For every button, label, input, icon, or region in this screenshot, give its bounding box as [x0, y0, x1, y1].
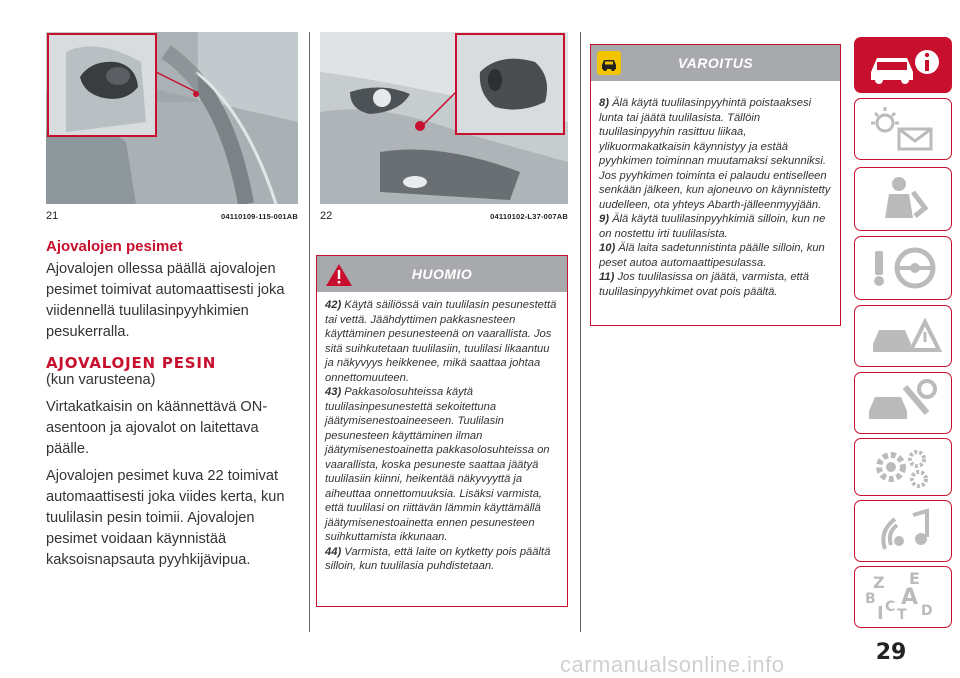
tab-maintenance[interactable]: [854, 372, 952, 434]
paragraph-1: Virtakatkaisin on käännettävä ON-asentoon ja ajovalot on laitettava päälle.: [46, 399, 268, 457]
tab-emergency[interactable]: [854, 305, 952, 367]
multimedia-icon: [855, 501, 951, 561]
figure-22-caption: [320, 210, 568, 222]
dashboard-lights-icon: [855, 99, 951, 159]
varoitus-box: [590, 44, 841, 326]
left-column: [46, 238, 302, 571]
emergency-icon: [855, 306, 951, 366]
index-letter: Z: [873, 573, 885, 592]
huomio-item: [325, 385, 561, 545]
item-text: Varmista, että laite on kytketty pois päältä silloin, kun tuulilasia puhdistetaan.: [325, 545, 551, 572]
item-number: 9): [599, 213, 609, 225]
car-info-icon: [855, 38, 951, 92]
figure-22-photo: [320, 32, 568, 204]
subsection-note: (kun varusteena): [46, 372, 156, 388]
figure-code: 04110102-L37-007AB: [490, 212, 568, 221]
index-letter: E: [909, 569, 920, 588]
item-number: 42): [325, 299, 342, 311]
varoitus-item: [599, 212, 834, 241]
maintenance-icon: [855, 373, 951, 433]
huomio-title: HUOMIO: [411, 266, 473, 282]
figure-21-photo: [46, 32, 298, 204]
item-number: 10): [599, 242, 616, 254]
item-number: 44): [325, 545, 342, 558]
index-letters-icon: [855, 567, 951, 627]
varoitus-item: [599, 270, 834, 299]
paragraph-2: Ajovalojen pesimet kuva 22 toimivat automaattisesti joka viides kerta, kun tuulilasin pesin toimii. Ajovalojen pesimet voidaan käynnistää kaksoisnapsauta pyyhkijävipua.: [46, 468, 285, 568]
index-letter: B: [865, 591, 876, 607]
huomio-item: [325, 545, 561, 574]
item-text: Käytä säiliössä vain tuulilasin pesunestettä tai vettä. Jäähdyttimen pakkasnesteen käyttäminen pesunesteenä on vaarallista. Jos sitä suihkutetaan tuulilasiin, tuulilasi likaantuu ja näkyvyys heikkenee, mikä saattaa johtaa onnettomuuteen.: [325, 299, 557, 384]
figure-number: 22: [320, 210, 333, 222]
technical-data-icon: [855, 439, 951, 495]
item-text: Älä käytä tuulilasinpyyhintä poistaaksesi lunta tai jäätä tuulilasista. Tällöin tuulilasinpyyhin rasittuu liikaa, ylikuormakatkaisin käynnistyy ja estää pyyhkimen toiminnan muutamaksi sekunniksi. Jos pyyhkimen toiminta ei palaudu entiselleen senkään jälkeen, kun ajoneuvo on käynnistetty uudelleen, ota yhteys Abarth-jälleenmyyjään.: [599, 97, 831, 211]
index-letter: T: [897, 607, 907, 623]
figure-number: 21: [46, 210, 59, 222]
huomio-item: [325, 298, 561, 385]
index-letter: I: [877, 603, 884, 624]
tab-index[interactable]: [854, 566, 952, 628]
intro-paragraph: Ajovalojen ollessa päällä ajovalojen pesimet toimivat automaattisesti joka viidennellä tuulilasinpyyhkimien pesukerralla.: [46, 261, 285, 340]
tab-driving[interactable]: [854, 236, 952, 300]
subsection-heading: AJOVALOJEN PESIN: [46, 354, 217, 372]
varoitus-header: [591, 45, 840, 81]
varoitus-title: VAROITUS: [677, 55, 754, 71]
tab-safety[interactable]: [854, 167, 952, 231]
huomio-box: [316, 255, 568, 607]
safety-icon: [855, 168, 951, 230]
section-heading: Ajovalojen pesimet: [46, 238, 183, 255]
index-letter: A: [901, 585, 919, 610]
tab-dashboard-lights[interactable]: [854, 98, 952, 160]
varoitus-item: [599, 96, 834, 212]
huomio-text: [317, 292, 567, 578]
page-number: 29: [875, 640, 907, 665]
item-text: Älä laita sadetunnistinta päälle silloin, kun peset autoa automaattipesulassa.: [599, 242, 825, 269]
item-number: 43): [325, 386, 342, 398]
item-text: Pakkasolosuhteissa käytä tuulilasinpesunestettä sekoitettuna jäätymisenestoaineeseen. Tuulilasin pesunesteen käyttäminen ilman jäätymisenestoainetta pakkasolosuhteissa on vaarallista, koska pesuneste saattaa jäätyä tuulilasiin kiinni, heikentää näkyvyyttä ja aiheuttaa onnettomuuksia. Lisäksi varmista, että tuulilasi on riittävän lämmin käyttämällä jäätymisenestoainetta ennen pesunesteen suihkuttamista ikkunaan.: [325, 386, 550, 543]
figure-code: 04110109-115-001AB: [221, 212, 298, 221]
item-text: Jos tuulilasissa on jäätä, varmista, että tuulilasinpyyhkimet ovat pois päältä.: [599, 271, 809, 298]
column-divider: [309, 32, 310, 632]
watermark: carmanualsonline.info: [560, 652, 785, 677]
column-divider: [580, 32, 581, 632]
item-text: Älä käytä tuulilasinpyyhkimiä silloin, kun ne on nostettu irti tuulilasista.: [599, 213, 826, 240]
index-letter: D: [921, 603, 933, 619]
huomio-header: [317, 256, 567, 292]
index-letter: C: [885, 599, 896, 615]
tab-technical-data[interactable]: [854, 438, 952, 496]
driving-icon: [855, 237, 951, 299]
figure-21-caption: [46, 210, 298, 222]
tab-multimedia[interactable]: [854, 500, 952, 562]
item-number: 8): [599, 97, 609, 109]
varoitus-item: [599, 241, 834, 270]
tab-car-info[interactable]: [854, 37, 952, 93]
item-number: 11): [599, 271, 615, 283]
varoitus-text: [591, 81, 840, 303]
